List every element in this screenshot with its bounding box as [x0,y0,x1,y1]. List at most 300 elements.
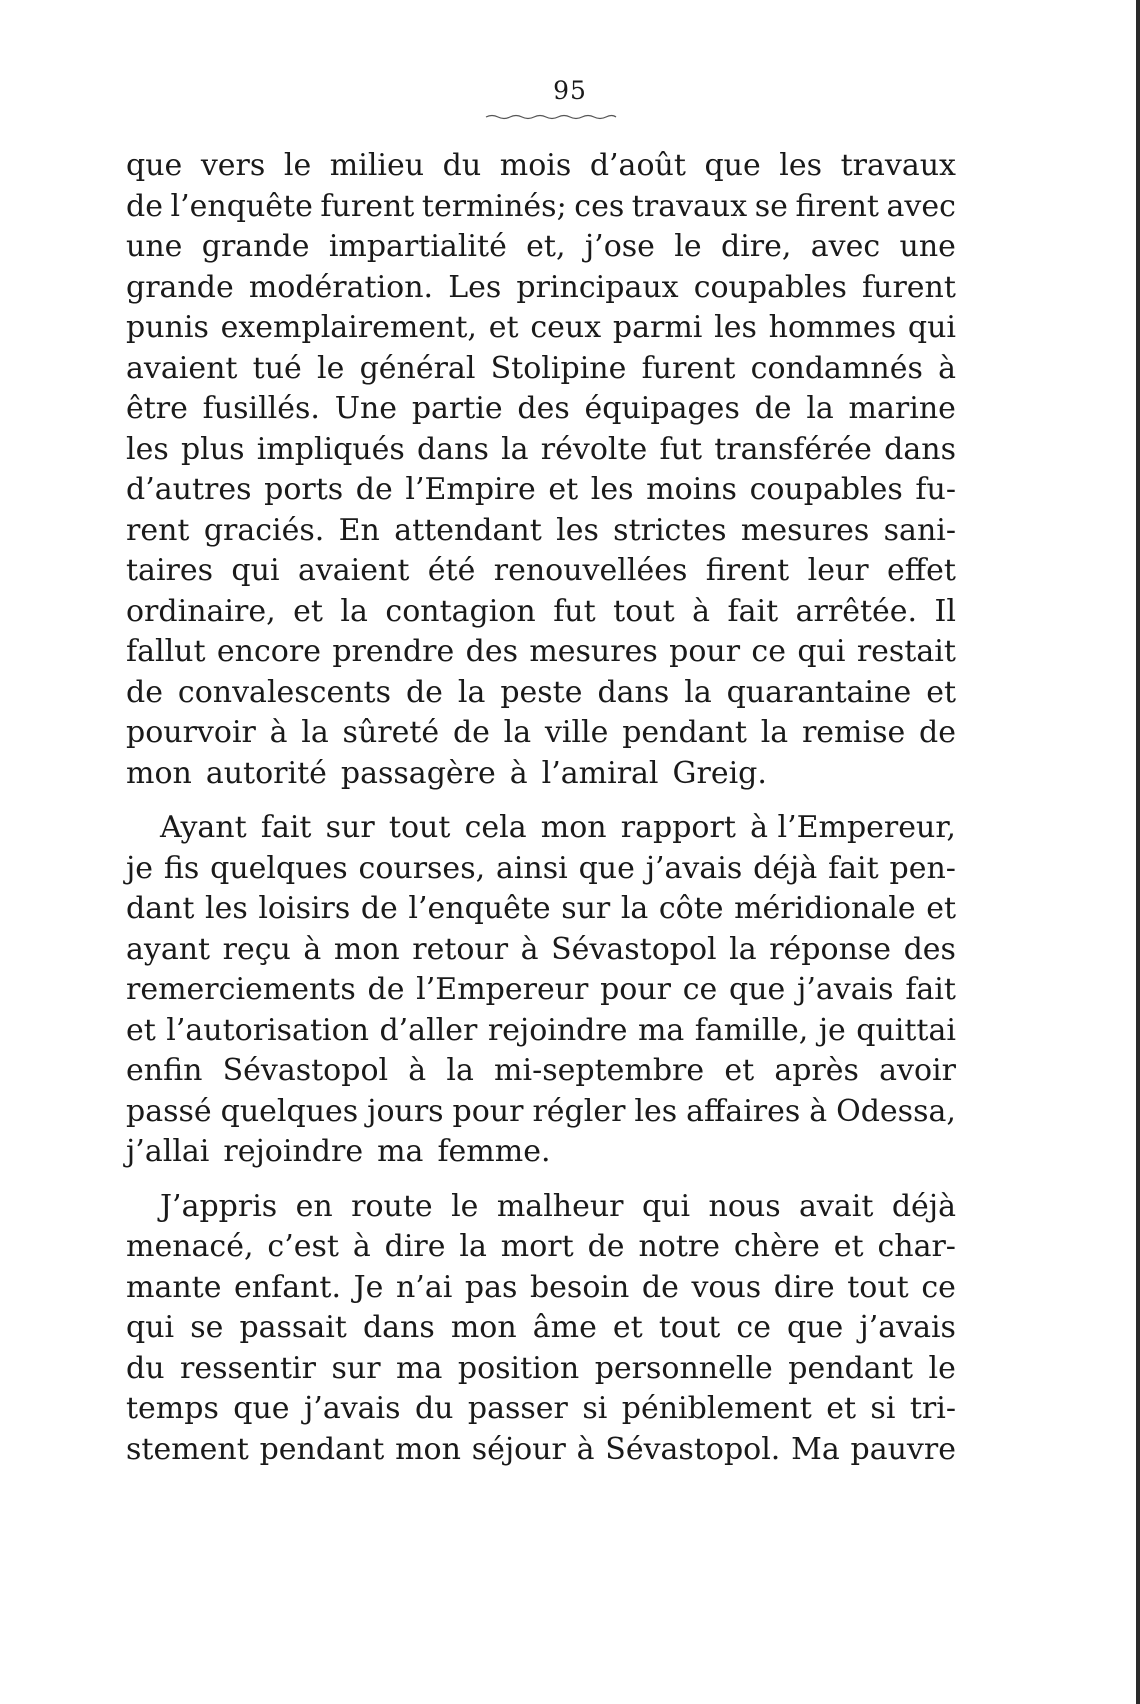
word: et [548,472,579,507]
word: firent [795,188,879,224]
word: nous [708,1188,781,1224]
word: dant [126,891,195,926]
word: du [126,1350,165,1386]
word: restait [856,634,956,669]
word: l’Empereur [416,972,589,1007]
word: marine [848,391,956,426]
word: l’Empire [405,472,536,507]
word: ce [921,1269,956,1305]
word: convalescents [177,674,392,710]
word: principaux [516,269,679,305]
word: loisirs [258,891,351,926]
word: à [576,1431,595,1467]
word: moins [646,472,737,507]
word: menacé, [126,1229,254,1264]
word: temps [126,1391,219,1426]
word: fait [727,593,779,629]
paragraph [126,808,956,1173]
word: l’amiral [541,755,659,791]
text-line [126,1308,956,1349]
word: mi-septembre [494,1053,705,1088]
text-line [126,551,956,592]
word: tout [658,1310,721,1345]
word: contagion [385,593,536,629]
word: rejoindre [223,1134,364,1169]
word: le [674,229,702,264]
word: qui [126,1310,175,1345]
word: mon [540,810,607,845]
word: fait [905,972,956,1007]
word: encore [216,634,321,669]
word: le [283,148,312,183]
word: ce [736,1310,771,1345]
word: sur [561,891,611,926]
word: mon [333,931,400,967]
word: sani- [883,512,956,548]
word: à [408,1053,427,1088]
word: prendre [332,634,455,669]
word: pour [452,1093,524,1129]
word: dire, [720,229,792,264]
word: j’allai [126,1134,210,1169]
word: pendant [259,1431,385,1467]
word: qui [907,310,956,345]
word: Greig. [672,755,767,791]
word: et, [526,229,566,264]
word: ports [264,472,344,507]
word: l’enquête [170,188,313,224]
word: le [451,1188,479,1224]
word: ceux [530,310,602,345]
word: la [503,715,532,750]
word: notre [638,1229,720,1264]
word: j’avais [859,1310,956,1345]
word: n’ai [395,1269,453,1305]
word: strictes [613,512,727,548]
word: taires [126,553,214,588]
text-line [126,713,956,754]
word: de [360,891,398,926]
word: dire [773,1269,835,1305]
word: pauvre [850,1431,956,1467]
word: avaient [126,350,238,386]
word: et [926,674,956,710]
word: de [919,715,956,750]
paragraph [126,146,956,794]
word: déjà [891,1188,956,1224]
word: Les [448,269,502,305]
word: à [509,755,528,791]
word: d’autres [126,472,252,507]
word: coupables [749,472,903,507]
word: équipages [584,391,740,426]
word: Sévastopol. [605,1431,781,1467]
word: retour [412,931,509,967]
word: fut [659,431,702,467]
word: dans [884,431,956,467]
word: réponse [769,931,892,967]
text-line [126,808,956,849]
word: après [774,1053,859,1088]
word: Je [353,1269,384,1305]
text-line [126,470,956,511]
word: Sévastopol [551,931,717,967]
word: à [692,593,711,629]
text-line [126,1132,956,1173]
word: l’autorisation [166,1012,369,1048]
word: avec [810,229,881,264]
text-line [126,1268,956,1309]
word: et [612,1310,643,1345]
word: la [684,674,712,710]
word: péniblement [621,1391,812,1426]
word: méridionale [734,891,916,926]
word: qui [231,553,280,588]
word: mois [499,148,572,183]
word: et [293,593,323,629]
word: avec [886,188,956,224]
word: leur [807,553,869,588]
word: pen- [889,850,956,886]
word: arrêtée. [795,593,918,629]
word: ma [396,1350,443,1386]
page-number: 95 [553,76,587,105]
word: jours [367,1093,444,1129]
word: passer [467,1391,568,1426]
word: ce [682,972,718,1007]
word: ordinaire, [126,593,276,629]
word: transférée [714,431,872,467]
word: de [754,391,792,426]
text-line [126,1349,956,1390]
word: stement [126,1431,249,1467]
text-line [126,970,956,1011]
word: des [903,931,956,967]
word: mante [126,1269,222,1305]
word: les [590,472,634,507]
word: que [233,1391,290,1426]
word: révolte [540,431,648,467]
word: enfin [126,1053,203,1088]
word: la [459,1229,487,1264]
body-text [126,146,956,1470]
word: impartialité [328,229,507,264]
word: la [301,715,329,750]
word: sur [325,810,375,845]
word: de [126,674,163,710]
word: mort [500,1229,574,1264]
word: famille, [694,1012,809,1048]
word: pendant [622,715,747,750]
word: je [818,1012,846,1048]
word: fait [828,850,879,886]
word: passagère [340,755,496,791]
text-line [126,673,956,714]
word: à [938,350,956,386]
text-line [126,349,956,390]
text-line [126,146,956,187]
word: d’août [589,148,686,183]
word: de [641,1269,679,1305]
word: ma [637,1012,685,1048]
word: pour [669,634,741,669]
word: vous [691,1269,762,1305]
word: tout [388,810,451,845]
word: se [754,188,788,224]
word: j’avais [645,850,743,886]
word: partie [411,391,503,426]
word: attendant [394,512,542,548]
word: En [338,512,380,548]
word: parmi [612,310,703,345]
word: Sévastopol [222,1053,389,1088]
word: si [870,1391,896,1426]
word: punis [126,310,209,345]
word: les [779,148,823,183]
word: personnelle [594,1350,773,1386]
word: firent [705,553,790,588]
word: c’est [267,1229,339,1264]
word: char- [877,1229,956,1264]
word: les [634,1093,678,1129]
word: exemplairement, [220,310,477,345]
word: travaux [840,148,956,183]
word: dans [362,1310,435,1345]
word: remise [801,715,906,750]
word: impliqués [256,431,405,467]
word: du [442,148,482,183]
word: besoin [529,1269,630,1305]
word: peste [500,674,583,710]
word: ressentir [180,1350,316,1386]
word: à [269,715,288,750]
word: j’avais [303,1391,401,1426]
word: mesures [740,512,870,548]
word: furent [320,188,415,224]
text-line [126,187,956,228]
word: la [620,891,649,926]
word: les [714,310,757,345]
word: tout [613,593,675,629]
text-line [126,592,956,633]
word: plus [180,431,245,467]
word: Odessa, [836,1093,956,1129]
word: condamnés [750,350,923,386]
word: remerciements [126,972,356,1007]
word: que [704,148,761,183]
word: grande [126,269,234,305]
word: Ma [791,1431,840,1467]
word: et [126,1012,156,1048]
word: de [587,1229,625,1264]
page-number-ornament [484,114,618,120]
word: les [556,512,599,548]
word: été [427,553,476,588]
word: dans [417,431,489,467]
word: cela [464,810,527,845]
word: des [465,634,518,669]
paragraph [126,1187,956,1471]
word: la [760,715,789,750]
word: rejoindre [487,1012,628,1048]
word: à [520,931,539,967]
word: la [446,1053,474,1088]
word: que [578,850,635,886]
word: ce [751,634,786,669]
word: effet [887,553,956,588]
word: passé [126,1093,212,1129]
word: quelques [210,850,348,886]
word: courses, [358,850,486,886]
word: femme. [437,1134,551,1169]
text-line [126,1389,956,1430]
word: la [806,391,834,426]
word: furent [641,350,736,386]
text-line [126,511,956,552]
text-line [126,1051,956,1092]
word: pendant [788,1350,914,1386]
word: furent [862,269,956,305]
word: passait [239,1310,347,1345]
word: et [724,1053,755,1088]
word: la [340,593,368,629]
text-line [126,1092,956,1133]
word: pour [600,972,672,1007]
word: grande [201,229,310,264]
word: ayant [126,931,211,967]
word: Stolipine [490,350,627,386]
word: quittai [856,1012,956,1048]
word: dans [597,674,670,710]
word: rent [126,512,190,548]
word: les [126,431,169,467]
word: je [126,850,154,886]
word: sûreté [342,715,440,750]
word: hommes [768,310,897,345]
text-line [126,389,956,430]
text-line [126,754,956,795]
word: mon [395,1431,461,1467]
word: que [126,148,183,183]
word: position [457,1350,580,1386]
word: avaient [297,553,410,588]
word: modération. [248,269,434,305]
word: fait [260,810,312,845]
word: avait [799,1188,874,1224]
word: renouvellées [493,553,688,588]
word: à [809,1093,828,1129]
word: qui [641,1188,691,1224]
word: sur [331,1350,381,1386]
word: j’avais [797,972,894,1007]
word: se [190,1310,224,1345]
word: à l’Empereur, [750,810,956,845]
word: J’appris [160,1188,278,1224]
word: fis [163,850,200,886]
text-line [126,430,956,471]
word: l’enquête [408,891,551,926]
word: d’aller [379,1012,478,1048]
word: dire [384,1229,446,1264]
word: et [488,310,519,345]
paragraph-gap [126,794,956,808]
word: mon [450,1310,517,1345]
word: déjà [753,850,818,886]
word: affaires [686,1093,801,1129]
word: malheur [496,1188,624,1224]
word: que [787,1310,844,1345]
text-line [126,1011,956,1052]
word: tri- [909,1391,956,1426]
word: si [582,1391,608,1426]
word: à [352,1229,371,1264]
word: rapport [620,810,736,845]
word: milieu [329,148,425,183]
word: de [126,188,163,224]
word: côte [658,891,724,926]
word: fu- [915,472,956,507]
word: tout [847,1269,909,1305]
word: fallut [126,634,206,669]
paragraph-gap [126,1173,956,1187]
text-line [126,849,956,890]
word: et [826,1391,856,1426]
word: la [501,431,529,467]
word: âme [532,1310,597,1345]
word: le [317,350,345,386]
word: terminés; [421,188,567,224]
text-line [126,1187,956,1228]
word: et [833,1229,864,1264]
word: j’ose [584,229,655,264]
word: la [729,931,757,967]
word: vers [200,148,266,183]
word: général [359,350,476,386]
word: que [729,972,786,1007]
word: de [367,972,405,1007]
word: le [928,1350,956,1386]
text-line [126,227,956,268]
word: qui [797,634,846,669]
word: ces [574,188,625,224]
word: de [405,674,443,710]
word: ma [377,1134,424,1169]
word: à [303,931,322,967]
word: séjour [471,1431,566,1467]
word: des [517,391,570,426]
word: ville [544,715,609,750]
word: mon [126,755,192,791]
word: pourvoir [126,715,256,750]
word: la [457,674,486,710]
word: les [205,891,248,926]
word: de [355,472,393,507]
word: Il [934,593,956,629]
word: quelques [220,1093,359,1129]
word: coupables [693,269,847,305]
word: pas [464,1269,518,1305]
text-line [126,1227,956,1268]
word: route [351,1188,433,1224]
word: du [414,1391,454,1426]
word: et [926,891,956,926]
word: travaux [631,188,748,224]
page-edge-border [1136,0,1140,1704]
text-line [126,930,956,971]
word: être [126,391,188,426]
text-line [126,268,956,309]
word: graciés. [203,512,325,548]
